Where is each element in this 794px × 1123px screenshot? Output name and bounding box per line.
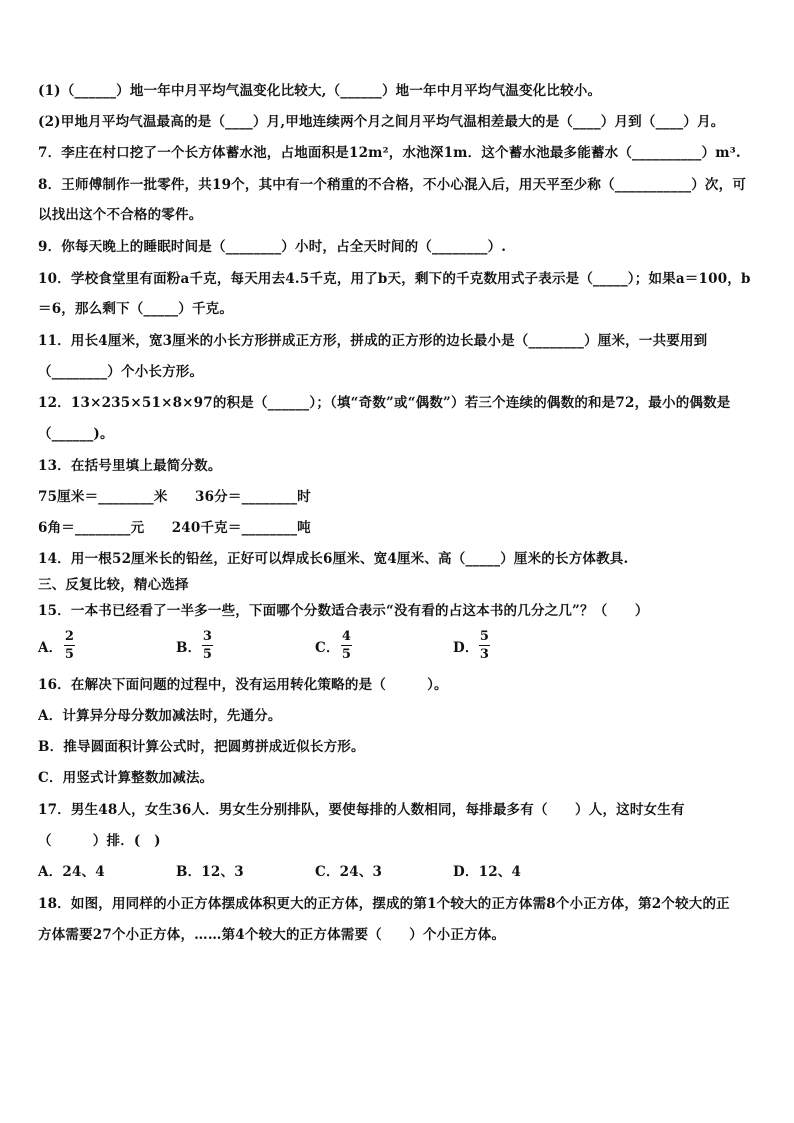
question-8: 8．王师傅制作一批零件，共19个，其中有一个稍重的不合格，不小心混入后，用天平至少称（___________）次，可 (38, 177, 747, 193)
question-line: (1)（______）地一年中月平均气温变化比较大,（______）地一年中月平均气温变化比较小。 (38, 83, 602, 99)
question-line: (2)甲地月平均气温最高的是（____）月,甲地连续两个月之间月平均气温相差最大的是（____）月到（____）月。 (38, 114, 725, 130)
option-a-label: A． (38, 640, 63, 656)
question-11-cont: （________）个小长方形。 (38, 364, 204, 380)
question-10: 10．学校食堂里有面粉a千克，每天用去4.5千克，用了b天，剩下的千克数用式子表示是（_____）；如果a＝100，b (38, 271, 751, 287)
question-7: 7．李庄在村口挖了一个长方体蓄水池，占地面积是12m²，水池深1m．这个蓄水池最多能蓄水（__________）m³. (38, 145, 741, 161)
question-13-row1: 75厘米＝________米 36分＝________时 (38, 489, 311, 505)
option-d: D．12、4 (453, 864, 522, 880)
denominator: 5 (341, 647, 352, 662)
question-8-cont: 以找出这个不合格的零件。 (38, 207, 203, 223)
option-a: A．计算异分母分数加减法时，先通分。 (38, 708, 282, 724)
option-b: B．12、3 (176, 864, 244, 880)
option-b-fraction (202, 629, 213, 662)
question-18-cont: 方体需要27个小正方体，……第4个较大的正方体需要（ ）个小正方体。 (38, 927, 506, 943)
denominator: 3 (479, 647, 490, 662)
question-13-row2: 6角＝________元 240千克＝________吨 (38, 520, 311, 536)
numerator: 5 (479, 629, 490, 644)
numerator: 4 (341, 629, 352, 644)
option-c-label: C． (315, 640, 340, 656)
question-9: 9．你每天晚上的睡眠时间是（________）小时，占全天时间的（________）. (38, 239, 507, 255)
question-17: 17．男生48人，女生36人．男女生分别排队，要使每排的人数相同，每排最多有（ ）人，这时女生有 (38, 802, 685, 818)
question-14: 14．用一根52厘米长的铅丝，正好可以焊成长6厘米、宽4厘米、高（_____）厘米的长方体教具. (38, 551, 629, 567)
option-d-label: D． (453, 640, 479, 656)
option-c: C．用竖式计算整数加减法。 (38, 770, 214, 786)
question-13: 13．在括号里填上最简分数。 (38, 458, 222, 474)
question-18: 18．如图，用同样的小正方体摆成体积更大的正方体，摆成的第1个较大的正方体需8个小正方体，第2个较大的正 (38, 896, 730, 912)
denominator: 5 (64, 647, 75, 662)
option-a: A．24、4 (38, 864, 105, 880)
question-12-cont: （______)。 (38, 426, 114, 442)
option-b: B．推导圆面积计算公式时，把圆剪拼成近似长方形。 (38, 739, 365, 755)
option-a-fraction (64, 629, 75, 662)
option-b-label: B． (176, 640, 202, 656)
option-c: C．24、3 (315, 864, 383, 880)
question-15: 15．一本书已经看了一半多一些，下面哪个分数适合表示“没有看的占这本书的几分之几”？（ ） (38, 603, 649, 619)
denominator: 5 (202, 647, 213, 662)
option-d-fraction (479, 629, 490, 662)
question-16: 16．在解决下面问题的过程中，没有运用转化策略的是（ ）。 (38, 677, 448, 693)
option-c-fraction (341, 629, 352, 662)
numerator: 2 (64, 629, 75, 644)
question-11: 11．用长4厘米，宽3厘米的小长方形拼成正方形，拼成的正方形的边长最小是（________）厘米，一共要用到 (38, 333, 708, 349)
numerator: 3 (202, 629, 213, 644)
section-heading: 三、反复比较，精心选择 (38, 577, 189, 593)
question-12: 12．13×235×51×8×97的积是（______）；（填“奇数”或“偶数”）若三个连续的偶数的和是72，最小的偶数是 (38, 395, 731, 411)
question-17-cont: （ ）排．( ) (38, 833, 161, 849)
question-10-cont: ＝6，那么剩下（_____）千克。 (38, 301, 234, 317)
